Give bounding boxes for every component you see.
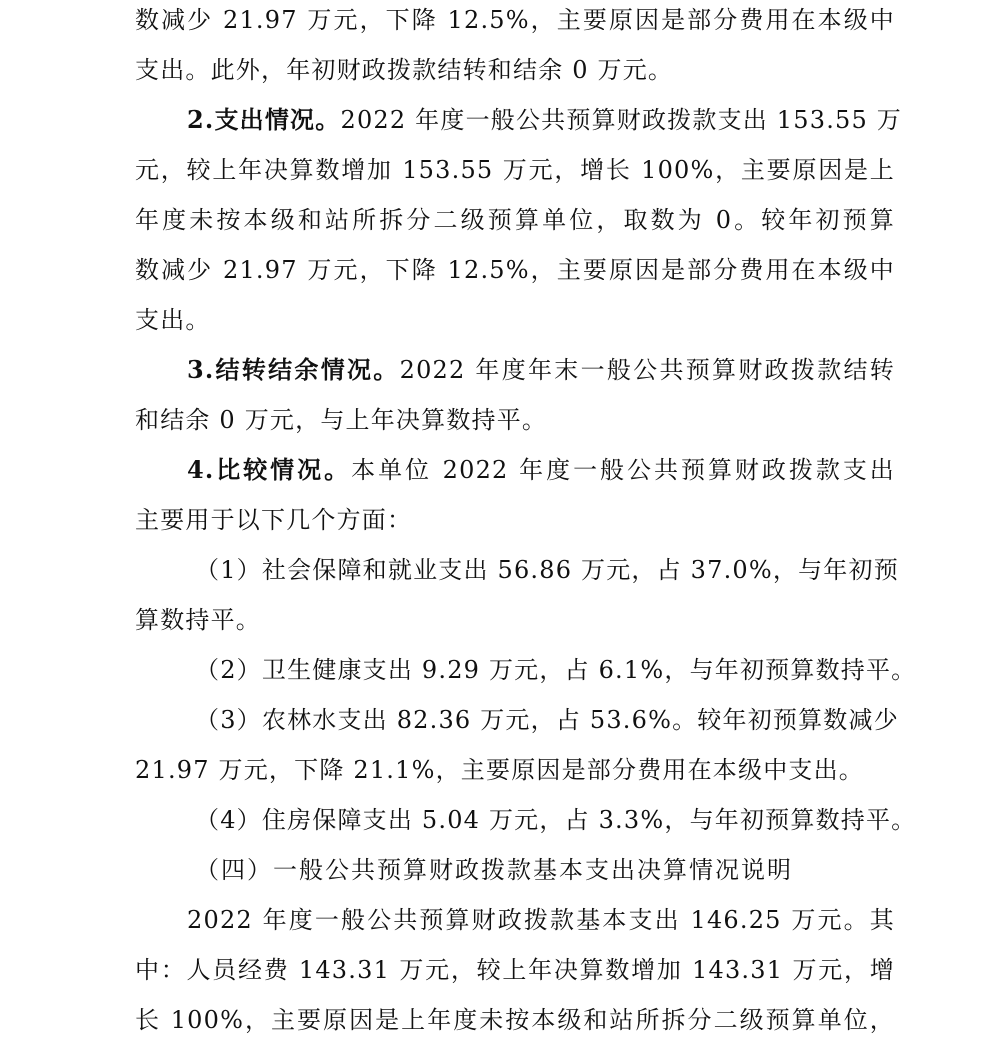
item-2-line-1: （2）卫生健康支出 9.29 万元，占 6.1%，与年初预算数持平。	[195, 656, 917, 684]
p1-line-2: 支出。此外，年初财政拨款结转和结余 0 万元。	[135, 56, 674, 84]
p3-line-1-text: 2022 年度年末一般公共预算财政拨款结转	[399, 356, 896, 384]
item-1-line-2: 算数持平。	[135, 606, 261, 634]
section-4-title: （四）一般公共预算财政拨款基本支出决算情况说明	[195, 856, 793, 884]
item-4-line-1: （4）住房保障支出 5.04 万元，占 3.3%，与年初预算数持平。	[195, 806, 917, 834]
p5-line-2: 中：人员经费 143.31 万元，较上年决算数增加 143.31 万元，增	[135, 956, 895, 984]
p2-line-4: 数减少 21.97 万元，下降 12.5%，主要原因是部分费用在本级中	[135, 256, 895, 284]
p2-heading: 2.支出情况。	[187, 105, 341, 134]
p2-line-3: 年度未按本级和站所拆分二级预算单位，取数为 0。较年初预算	[135, 206, 895, 234]
p2-line-5: 支出。	[135, 306, 211, 334]
p1-line-1: 数减少 21.97 万元，下降 12.5%，主要原因是部分费用在本级中	[135, 6, 895, 34]
item-3-line-1: （3）农林水支出 82.36 万元，占 53.6%。较年初预算数减少	[195, 706, 899, 734]
p5-line-1: 2022 年度一般公共预算财政拨款基本支出 146.25 万元。其	[187, 906, 895, 934]
item-3-line-2: 21.97 万元，下降 21.1%，主要原因是部分费用在本级中支出。	[135, 756, 865, 784]
p4-heading: 4.比较情况。	[187, 455, 352, 484]
item-1-line-1: （1）社会保障和就业支出 56.86 万元，占 37.0%，与年初预	[195, 556, 899, 584]
p4-line-1-text: 本单位 2022 年度一般公共预算财政拨款支出	[351, 456, 895, 484]
p3-line-2: 和结余 0 万元，与上年决算数持平。	[135, 406, 548, 434]
p3-heading: 3.结转结余情况。	[187, 355, 400, 384]
p4-line-2: 主要用于以下几个方面：	[135, 506, 413, 534]
p5-line-3: 长 100%，主要原因是上年度未按本级和站所拆分二级预算单位，	[135, 1006, 895, 1034]
p3-line-1	[187, 345, 895, 395]
p2-line-1	[187, 95, 903, 145]
p2-line-2: 元，较上年决算数增加 153.55 万元，增长 100%，主要原因是上	[135, 156, 895, 184]
p4-line-1	[187, 445, 895, 495]
p2-line-1-text: 2022 年度一般公共预算财政拨款支出 153.55 万	[340, 106, 903, 134]
